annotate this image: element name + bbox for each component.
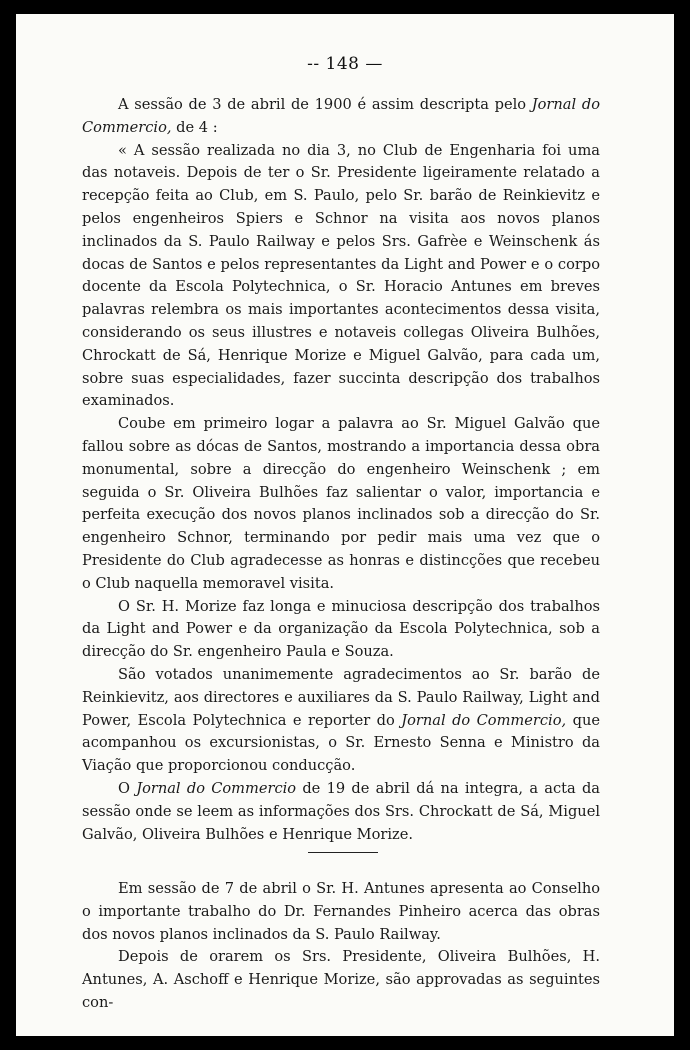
acta-text-a: O [118, 779, 130, 797]
newspaper-title: Jornal do Commercio, [401, 711, 567, 729]
intro-date: de 4 : [176, 118, 218, 136]
book-page [16, 14, 674, 1036]
paragraph-morize: O Sr. H. Morize faz longa e minuciosa descripção dos trabalhos da Light and Power e da organização da Escola Polytechnica, sob a direcção do Sr. engenheiro Paula e Souza. [82, 597, 600, 661]
thanks-text-b: que acompanhou os excursionistas, o Sr. Ernesto Senna e Ministro da Viação que proporcionou conducção. [82, 711, 600, 775]
paragraph-approval: Depois de orarem os Srs. Presidente, Oliveira Bulhões, H. Antunes, A. Aschoff e Henrique Morize, são approvadas as seguintes con- [82, 948, 600, 1011]
paragraph-thanks [82, 664, 600, 778]
paragraph-jornal-acta [82, 778, 600, 846]
newspaper-title: Jornal do Commercio [136, 779, 297, 797]
paragraph-galvao-bulhoes: Coube em primeiro logar a palavra ao Sr. Miguel Galvão que fallou sobre as dócas de Santos, mostrando a importancia dessa obra monumental, sobre a direcção do engenheiro Weinschenk ; em seguida o Sr. Oliveira Bulhões faz salientar o valor, importancia e perfeita execução dos novos planos inclinados sob a direcção do Sr. engenheiro Schnor, terminando por pedir mais uma vez que o Presidente do Club agradecesse as honras e distincções que recebeu o Club naquella memoravel visita. [82, 415, 600, 592]
thanks-text-a: São votados unanimemente agradecimentos ao Sr. barão de Reinkievitz, aos directores e auxiliares da S. Paulo Railway, Light and Power, Escola Polytechnica e reporter do [82, 665, 600, 729]
page-number: -- 148 — [307, 54, 383, 74]
paragraph-quote-opening: « A sessão realizada no dia 3, no Club de Engenharia foi uma das notaveis. Depois de ter o Sr. Presidente ligeiramente relatado a recepção feita ao Club, em S. Paulo, pelo Sr. barão de Reinkievitz e pelos engenheiros Spiers e Schnor na visita aos novos planos inclinados da S. Paulo Railway e pelos Srs. Gafrèe e Weinschenk ás docas de Santos e pelos representantes da Light and Power e o corpo docente da Escola Polytechnica, o Sr. Horacio Antunes em breves palavras relembra os mais importantes acontecimentos dessa visita, considerando os seus illustres e notaveis collegas Oliveira Bulhões, Chrockatt de Sá, Henrique Morize e Miguel Galvão, para cada um, sobre suas especialidades, fazer succinta descripção dos trabalhos examinados. [82, 141, 600, 410]
paragraph-april-7: Em sessão de 7 de abril o Sr. H. Antunes apresenta ao Conselho o importante trabalho do Dr. Fernandes Pinheiro acerca das obras dos novos planos inclinados da S. Paulo Railway. [82, 880, 600, 943]
body-text-second-section [82, 878, 600, 1015]
body-text-main [82, 94, 600, 846]
section-divider [308, 852, 378, 853]
paragraph-intro [82, 94, 600, 140]
intro-text: A sessão de 3 de abril de 1900 é assim descripta pelo [118, 96, 527, 113]
newspaper-title: Jornal do Commercio, [82, 96, 600, 136]
acta-text-b: de 19 de abril dá na integra, a acta da sessão onde se leem as informações dos Srs. Chrockatt de Sá, Miguel Galvão, Oliveira Bulhões e Henrique Morize. [82, 779, 600, 843]
